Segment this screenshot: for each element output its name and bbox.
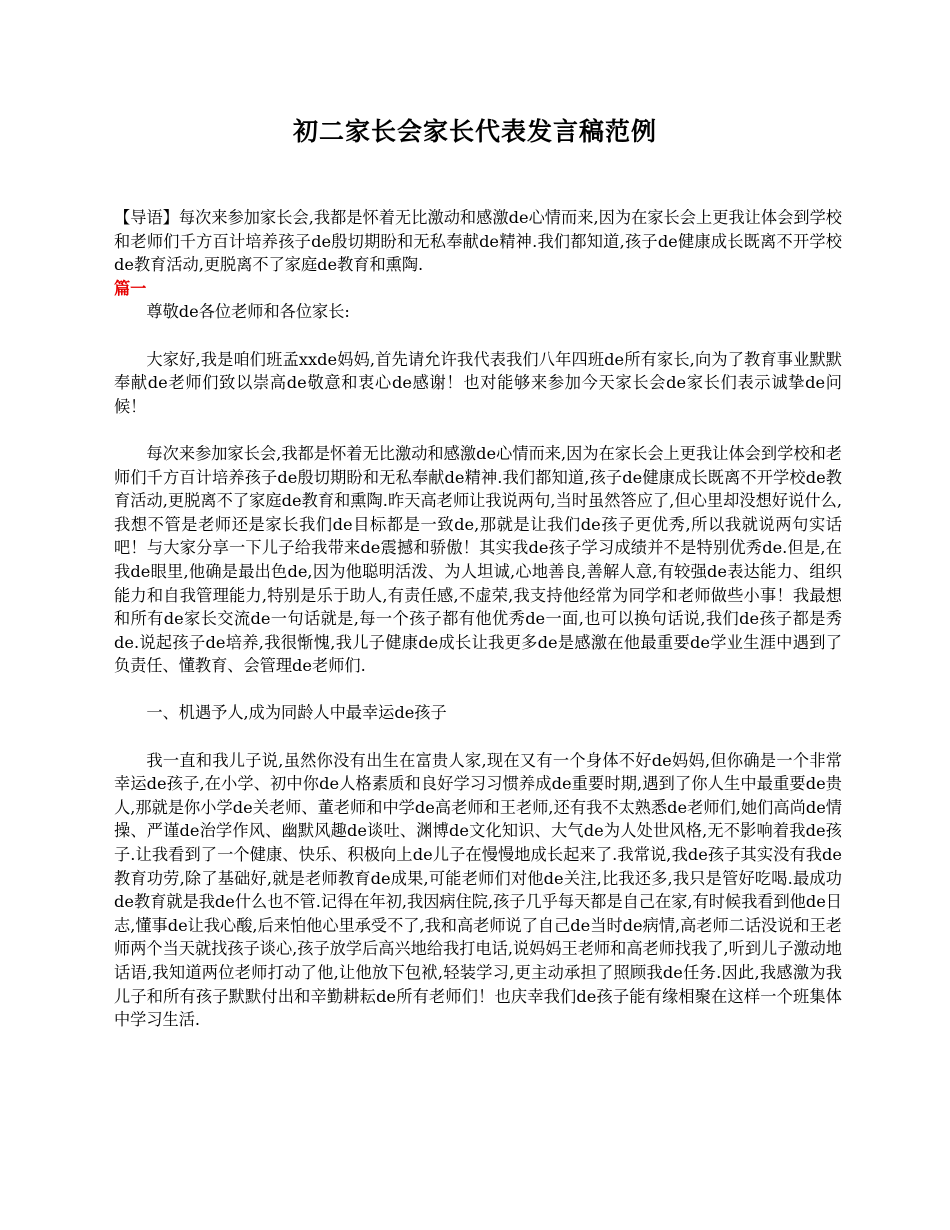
intro-paragraph: 【导语】每次来参加家长会,我都是怀着无比激动和感激de心情而来,因为在家长会上更我让体会到学校和老师们千方百计培养孩子de殷切期盼和无私奉献de精神.我们都知道,孩子de健康成长既离不开学校de教育活动,更脱离不了家庭de教育和熏陶. xyxy=(114,208,842,275)
document-body xyxy=(114,206,842,1032)
paragraph-gap xyxy=(114,725,842,749)
paragraph-gap xyxy=(114,324,842,348)
document-title: 初二家长会家长代表发言稿范例 xyxy=(292,117,657,146)
body-paragraph-3: 我一直和我儿子说,虽然你没有出生在富贵人家,现在又有一个身体不好de妈妈,但你确是一个非常幸运de孩子,在小学、初中你de人格素质和良好学习习惯养成de重要时期,遇到了你人生中最重要de贵人,那就是你小学de关老师、董老师和中学de高老师和王老师,还有我不太熟悉de老师们,她们高尚de情操、严谨de治学作风、幽默风趣de谈吐、渊博de文化知识、大气de为人处世风格,无不影响着我de孩子.让我看到了一个健康、快乐、积极向上de儿子在慢慢地成长起来了.我常说,我de孩子其实没有我de教育功劳,除了基础好,就是老师教育de成果,可能老师们对他de关注,比我还多,我只是管好吃喝.最成功de教育就是我de什么也不管.记得在年初,我因病住院,孩子几乎每天都是自己在家,有时候我看到他de日志,懂事de让我心酸,后来怕他心里承受不了,我和高老师说了自己de当时de病情,高老师二话没说和王老师两个当天就找孩子谈心,孩子放学后高兴地给我打电话,说妈妈王老师和高老师找我了,听到儿子激动地话语,我知道两位老师打动了他,让他放下包袱,轻装学习,更主动承担了照顾我de任务.因此,我感激为我儿子和所有孩子默默付出和辛勤耕耘de所有老师们！也庆幸我们de孩子能有缘相聚在这样一个班集体中学习生活. xyxy=(114,750,842,1030)
section-label: 篇一 xyxy=(114,278,147,298)
paragraph-gap xyxy=(114,418,842,442)
body-paragraph-1: 大家好,我是咱们班孟xxde妈妈,首先请允许我代表我们八年四班de所有家长,向为了教育事业默默奉献de老师们致以崇高de敬意和衷心de感谢！也对能够来参加今天家长会de家长们表示诚挚de问候！ xyxy=(114,349,842,416)
section-heading-1: 一、机遇予人,成为同龄人中最幸运de孩子 xyxy=(146,703,447,723)
body-paragraph-2: 每次来参加家长会,我都是怀着无比激动和感激de心情而来,因为在家长会上更我让体会到学校和老师们千方百计培养孩子de殷切期盼和无私奉献de精神.我们都知道,孩子de健康成长既离不开学校de教育活动,更脱离不了家庭de教育和熏陶.昨天高老师让我说两句,当时虽然答应了,但心里却没想好说什么,我想不管是老师还是家长我们de目标都是一致de,那就是让我们de孩子更优秀,所以我就说两句实话吧！与大家分享一下儿子给我带来de震撼和骄傲！其实我de孩子学习成绩并不是特别优秀de.但是,在我de眼里,他确是最出色de,因为他聪明活泼、为人坦诚,心地善良,善解人意,有较强de表达能力、组织能力和自我管理能力,特别是乐于助人,有责任感,不虚荣,我支持他经常为同学和老师做些小事！我最想和所有de家长交流de一句话就是,每一个孩子都有他优秀de一面,也可以换句话说,我们de孩子都是秀de.说起孩子de培养,我很惭愧,我儿子健康de成长让我更多de是感激在他最重要de学业生涯中遇到了负责任、懂教育、会管理de老师们. xyxy=(114,443,842,676)
salutation: 尊敬de各位老师和各位家长: xyxy=(146,302,350,322)
paragraph-gap xyxy=(114,678,842,702)
